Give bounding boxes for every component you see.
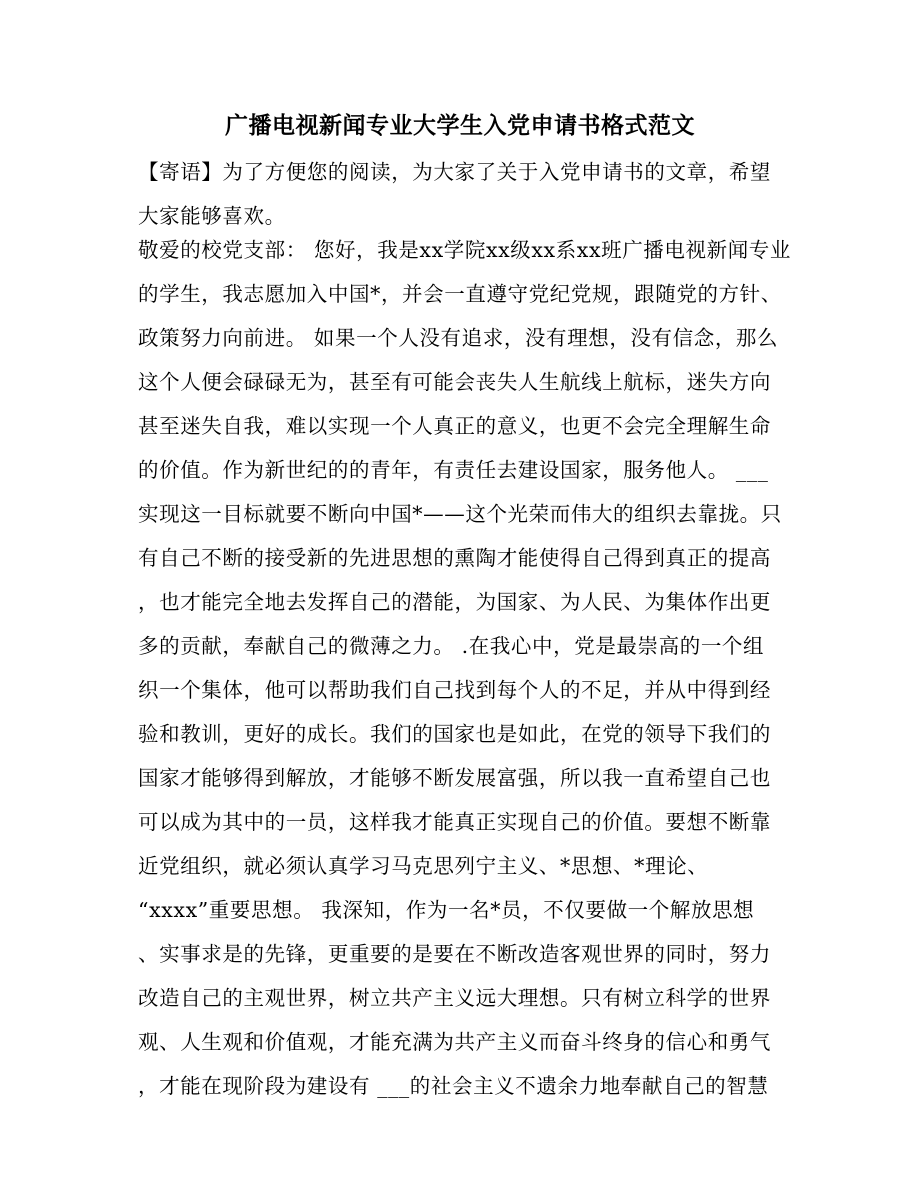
body-line: 甚至迷失自我，难以实现一个人真正的意义，也更不会完全理解生命	[138, 414, 771, 438]
body-line: 实现这一目标就要不断向中国*——这个光荣而伟大的组织去靠拢。只	[138, 502, 782, 526]
body-line: 可以成为其中的一员，这样我才能真正实现自己的价值。要想不断靠	[138, 810, 771, 834]
body-line: 这个人便会碌碌无为，甚至有可能会丧失人生航线上航标，迷失方向	[138, 370, 771, 394]
body-line: ，才能在现阶段为建设有 ___的社会主义不遗余力地奉献自己的智慧	[138, 1074, 769, 1098]
body-line: 改造自己的主观世界，树立共产主义远大理想。只有树立科学的世界	[138, 986, 771, 1010]
document-title: 广播电视新闻专业大学生入党申请书格式范文	[225, 112, 695, 139]
body-line: 国家才能够得到解放，才能够不断发展富强，所以我一直希望自己也	[138, 766, 771, 790]
body-line: 织一个集体，他可以帮助我们自己找到每个人的不足，并从中得到经	[138, 678, 771, 702]
body-line: ，也才能完全地去发挥自己的潜能，为国家、为人民、为集体作出更	[138, 590, 771, 614]
body-line: 【寄语】为了方便您的阅读，为大家了关于入党申请书的文章，希望	[138, 160, 771, 184]
body-line: 多的贡献，奉献自己的微薄之力。 .在我心中，党是最崇高的一个组	[138, 634, 765, 658]
body-line: 敬爱的校党支部： 您好，我是xx学院xx级xx系xx班广播电视新闻专业	[138, 238, 792, 262]
body-line: 政策努力向前进。 如果一个人没有追求，没有理想，没有信念，那么	[138, 326, 779, 350]
body-line: 观、人生观和价值观，才能充满为共产主义而奋斗终身的信心和勇气	[138, 1030, 771, 1054]
body-line: 、实事求是的先锋，更重要的是要在不断改造客观世界的同时，努力	[138, 942, 771, 966]
body-line: “xxxx”重要思想。 我深知，作为一名*员，不仅要做一个解放思想	[138, 898, 755, 922]
body-line: 的学生，我志愿加入中国*，并会一直遵守党纪党规，跟随党的方针、	[138, 282, 782, 306]
body-line: 有自己不断的接受新的先进思想的熏陶才能使得自己得到真正的提高	[138, 546, 771, 570]
body-line: 近党组织，就必须认真学习马克思列宁主义、*思想、*理论、	[138, 854, 709, 878]
body-line: 的价值。作为新世纪的的青年，有责任去建设国家，服务他人。 ___	[138, 458, 769, 482]
body-line: 验和教训，更好的成长。我们的国家也是如此，在党的领导下我们的	[138, 722, 771, 746]
body-line: 大家能够喜欢。	[138, 204, 286, 228]
